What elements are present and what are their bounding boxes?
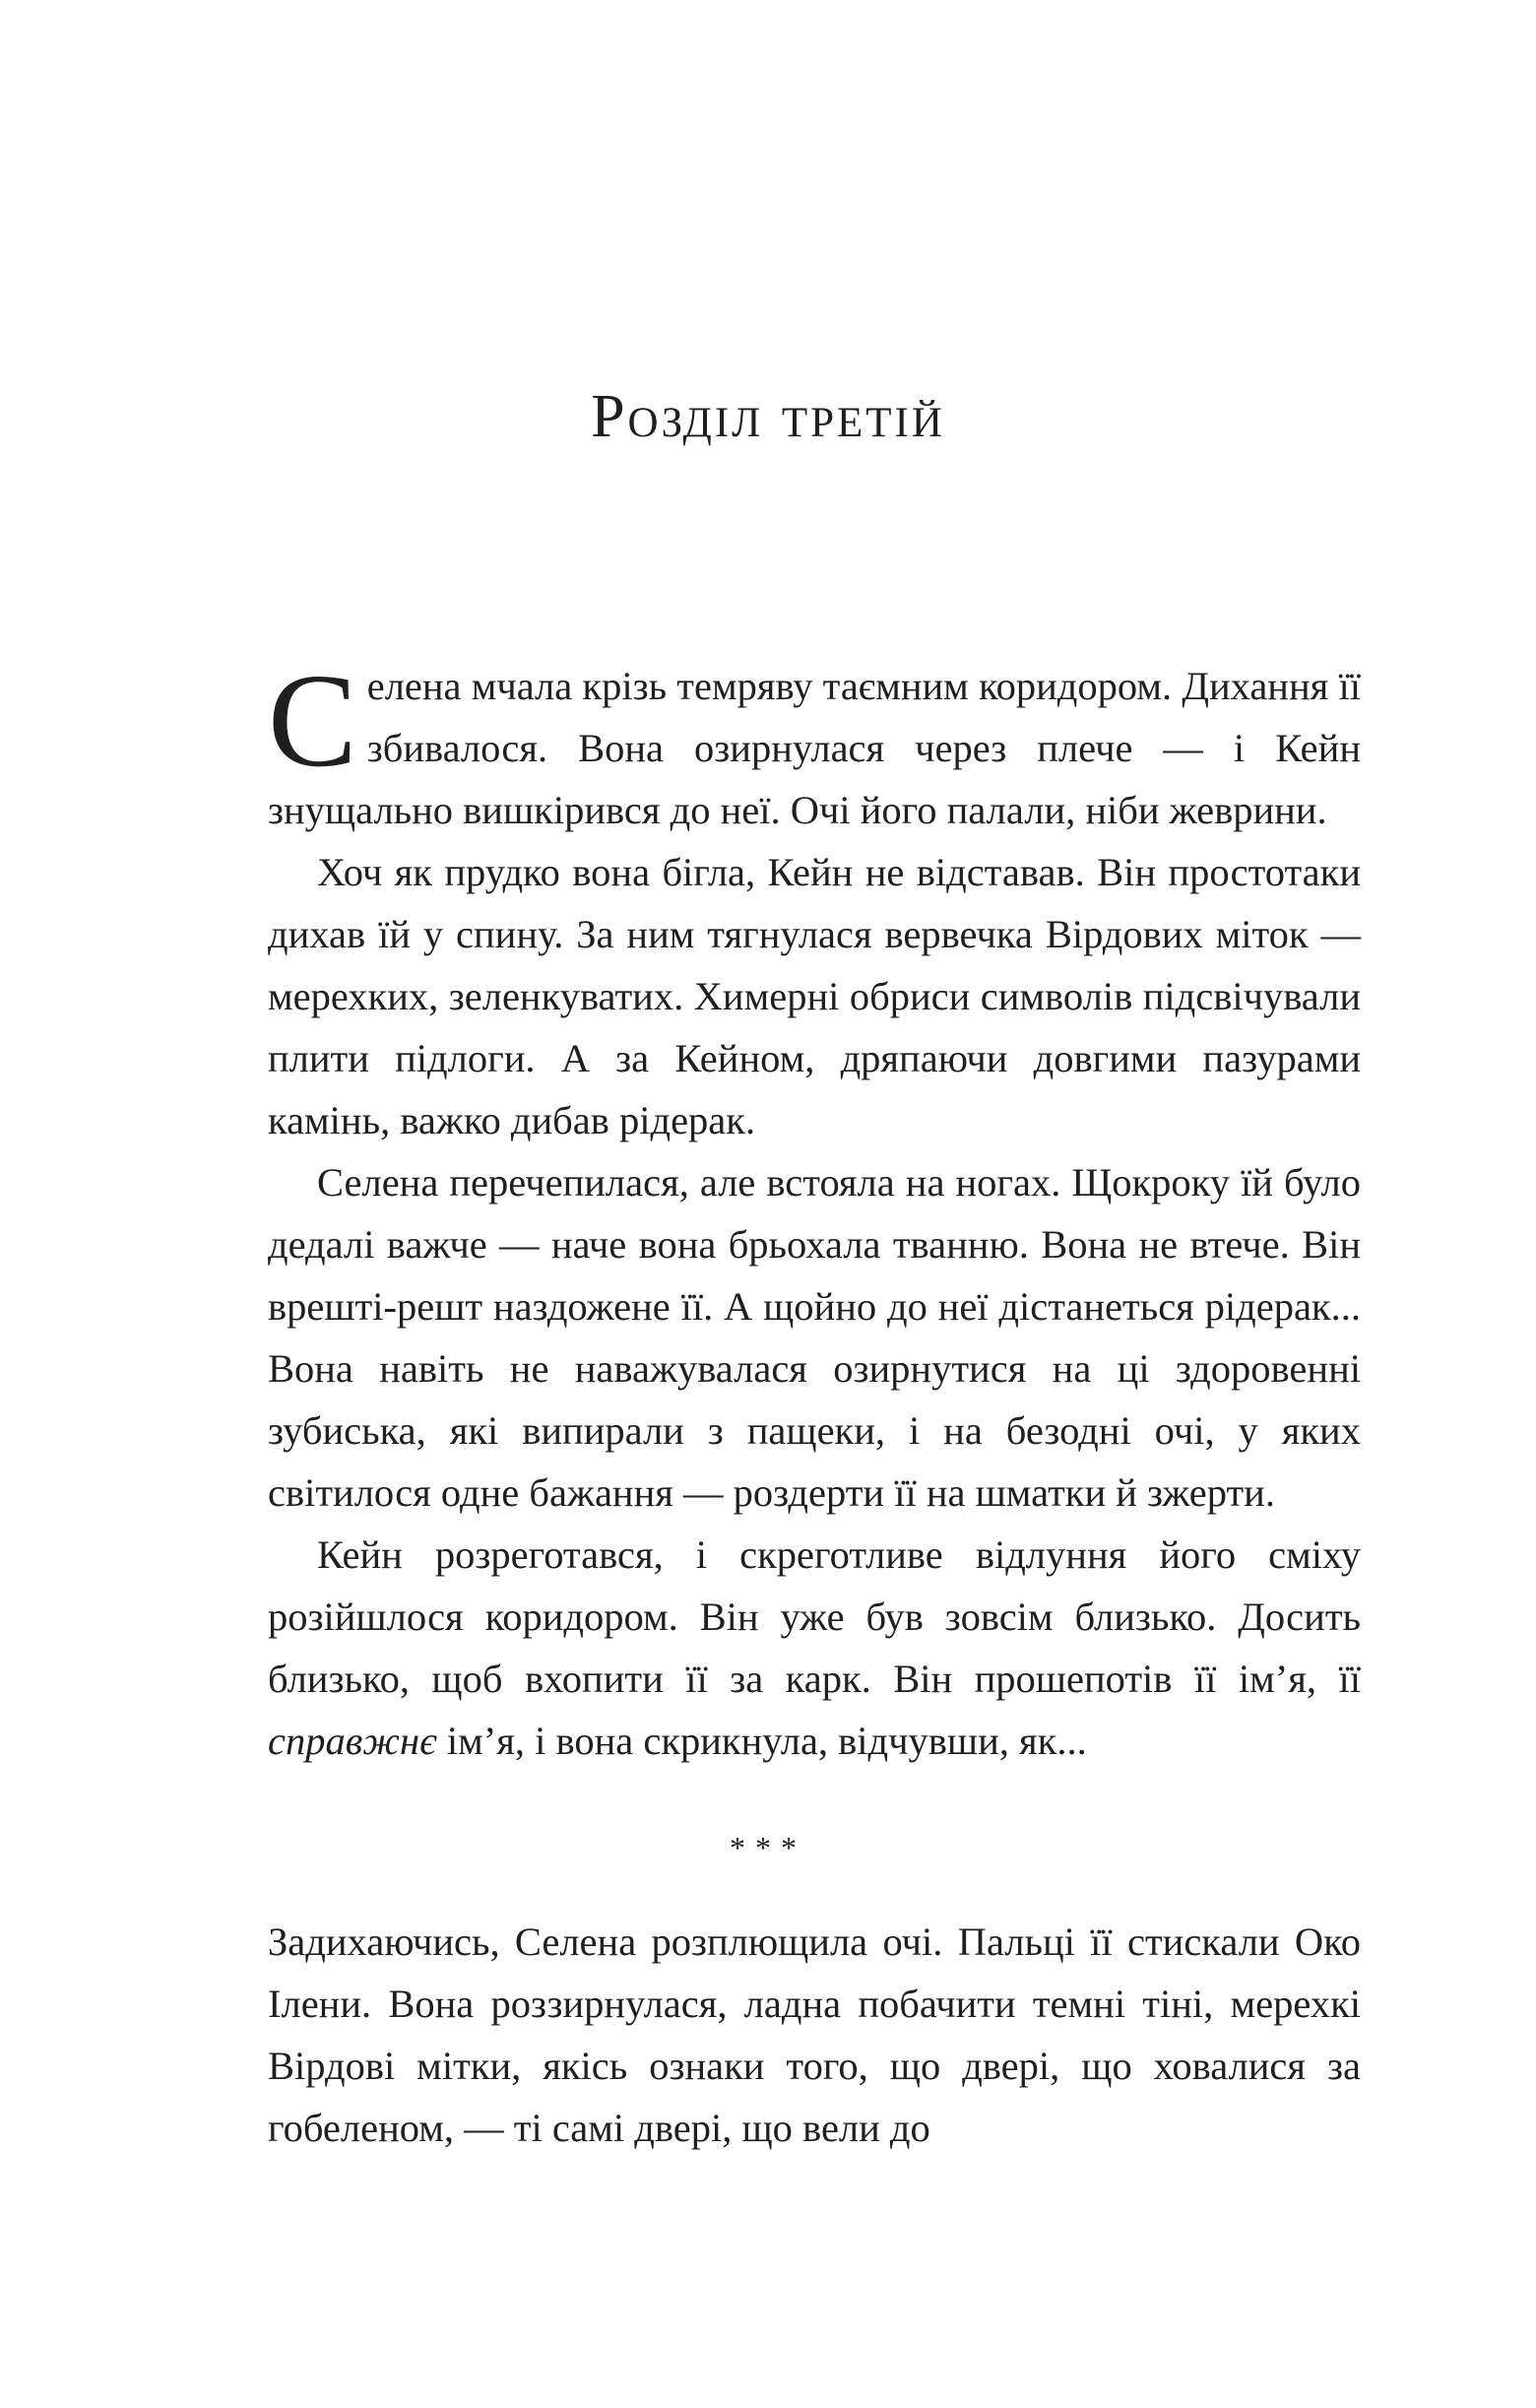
chapter-title: Розділ третій	[591, 383, 945, 450]
paragraph-4-text-after: ім’я, і вона скрикнула, відчувши, як...	[436, 1719, 1087, 1763]
emphasized-word: справжнє	[268, 1719, 437, 1763]
opening-paragraph	[268, 647, 1361, 841]
paragraph-4	[268, 1524, 1361, 1772]
scene-2-paragraph-1: Задихаючись, Селена розплющила очі. Пальці її стискали Око Ілени. Вона роззирнулася, ладна побачити темні тіні, мерехкі Вірдові мітки, якісь ознаки того, що двері, що ховалися за гобеленом, — ті самі двері, що вели до	[268, 1920, 1361, 2150]
chapter-body	[268, 647, 1361, 1772]
opening-paragraph-text: елена мчала крізь темряву таємним коридором. Дихання її збивалося. Вона озирнулася через плече — і Кейн знущально вишкірився до неї. Очі його палали, ніби жеврини.	[268, 664, 1361, 832]
scene-2-body	[268, 1911, 1361, 2159]
paragraph-4-text-before: Кейн розреготався, і скреготливе відлуння його сміху розійшлося коридором. Він уже був зовсім близько. Досить близько, щоб вхопити її за карк. Він прошепотів її ім’я, її	[268, 1532, 1361, 1701]
drop-cap: С	[268, 647, 357, 795]
scene-break: ***	[730, 1830, 806, 1865]
paragraph-2: Хоч як прудко вона бігла, Кейн не відставав. Він простотаки дихав їй у спину. За ним тягнулася вервечка Вірдових міток — мерехких, зеленкуватих. Химерні обриси символів підсвічували плити підлоги. А за Кейном, дряпаючи довгими пазурами камінь, важко дибав рідерак.	[268, 850, 1361, 1142]
paragraph-3: Селена перечепилася, але встояла на ногах. Щокроку їй було дедалі важче — наче вона брьохала тванню. Вона не втече. Він врешті-решт наздожене її. А щойно до неї дістанеться рідерак... Вона навіть не наважувалася озирнутися на ці здоровенні зубиська, які випирали з пащеки, і на безодні очі, у яких світилося одне бажання — роздерти її на шматки й зжерти.	[268, 1160, 1361, 1515]
